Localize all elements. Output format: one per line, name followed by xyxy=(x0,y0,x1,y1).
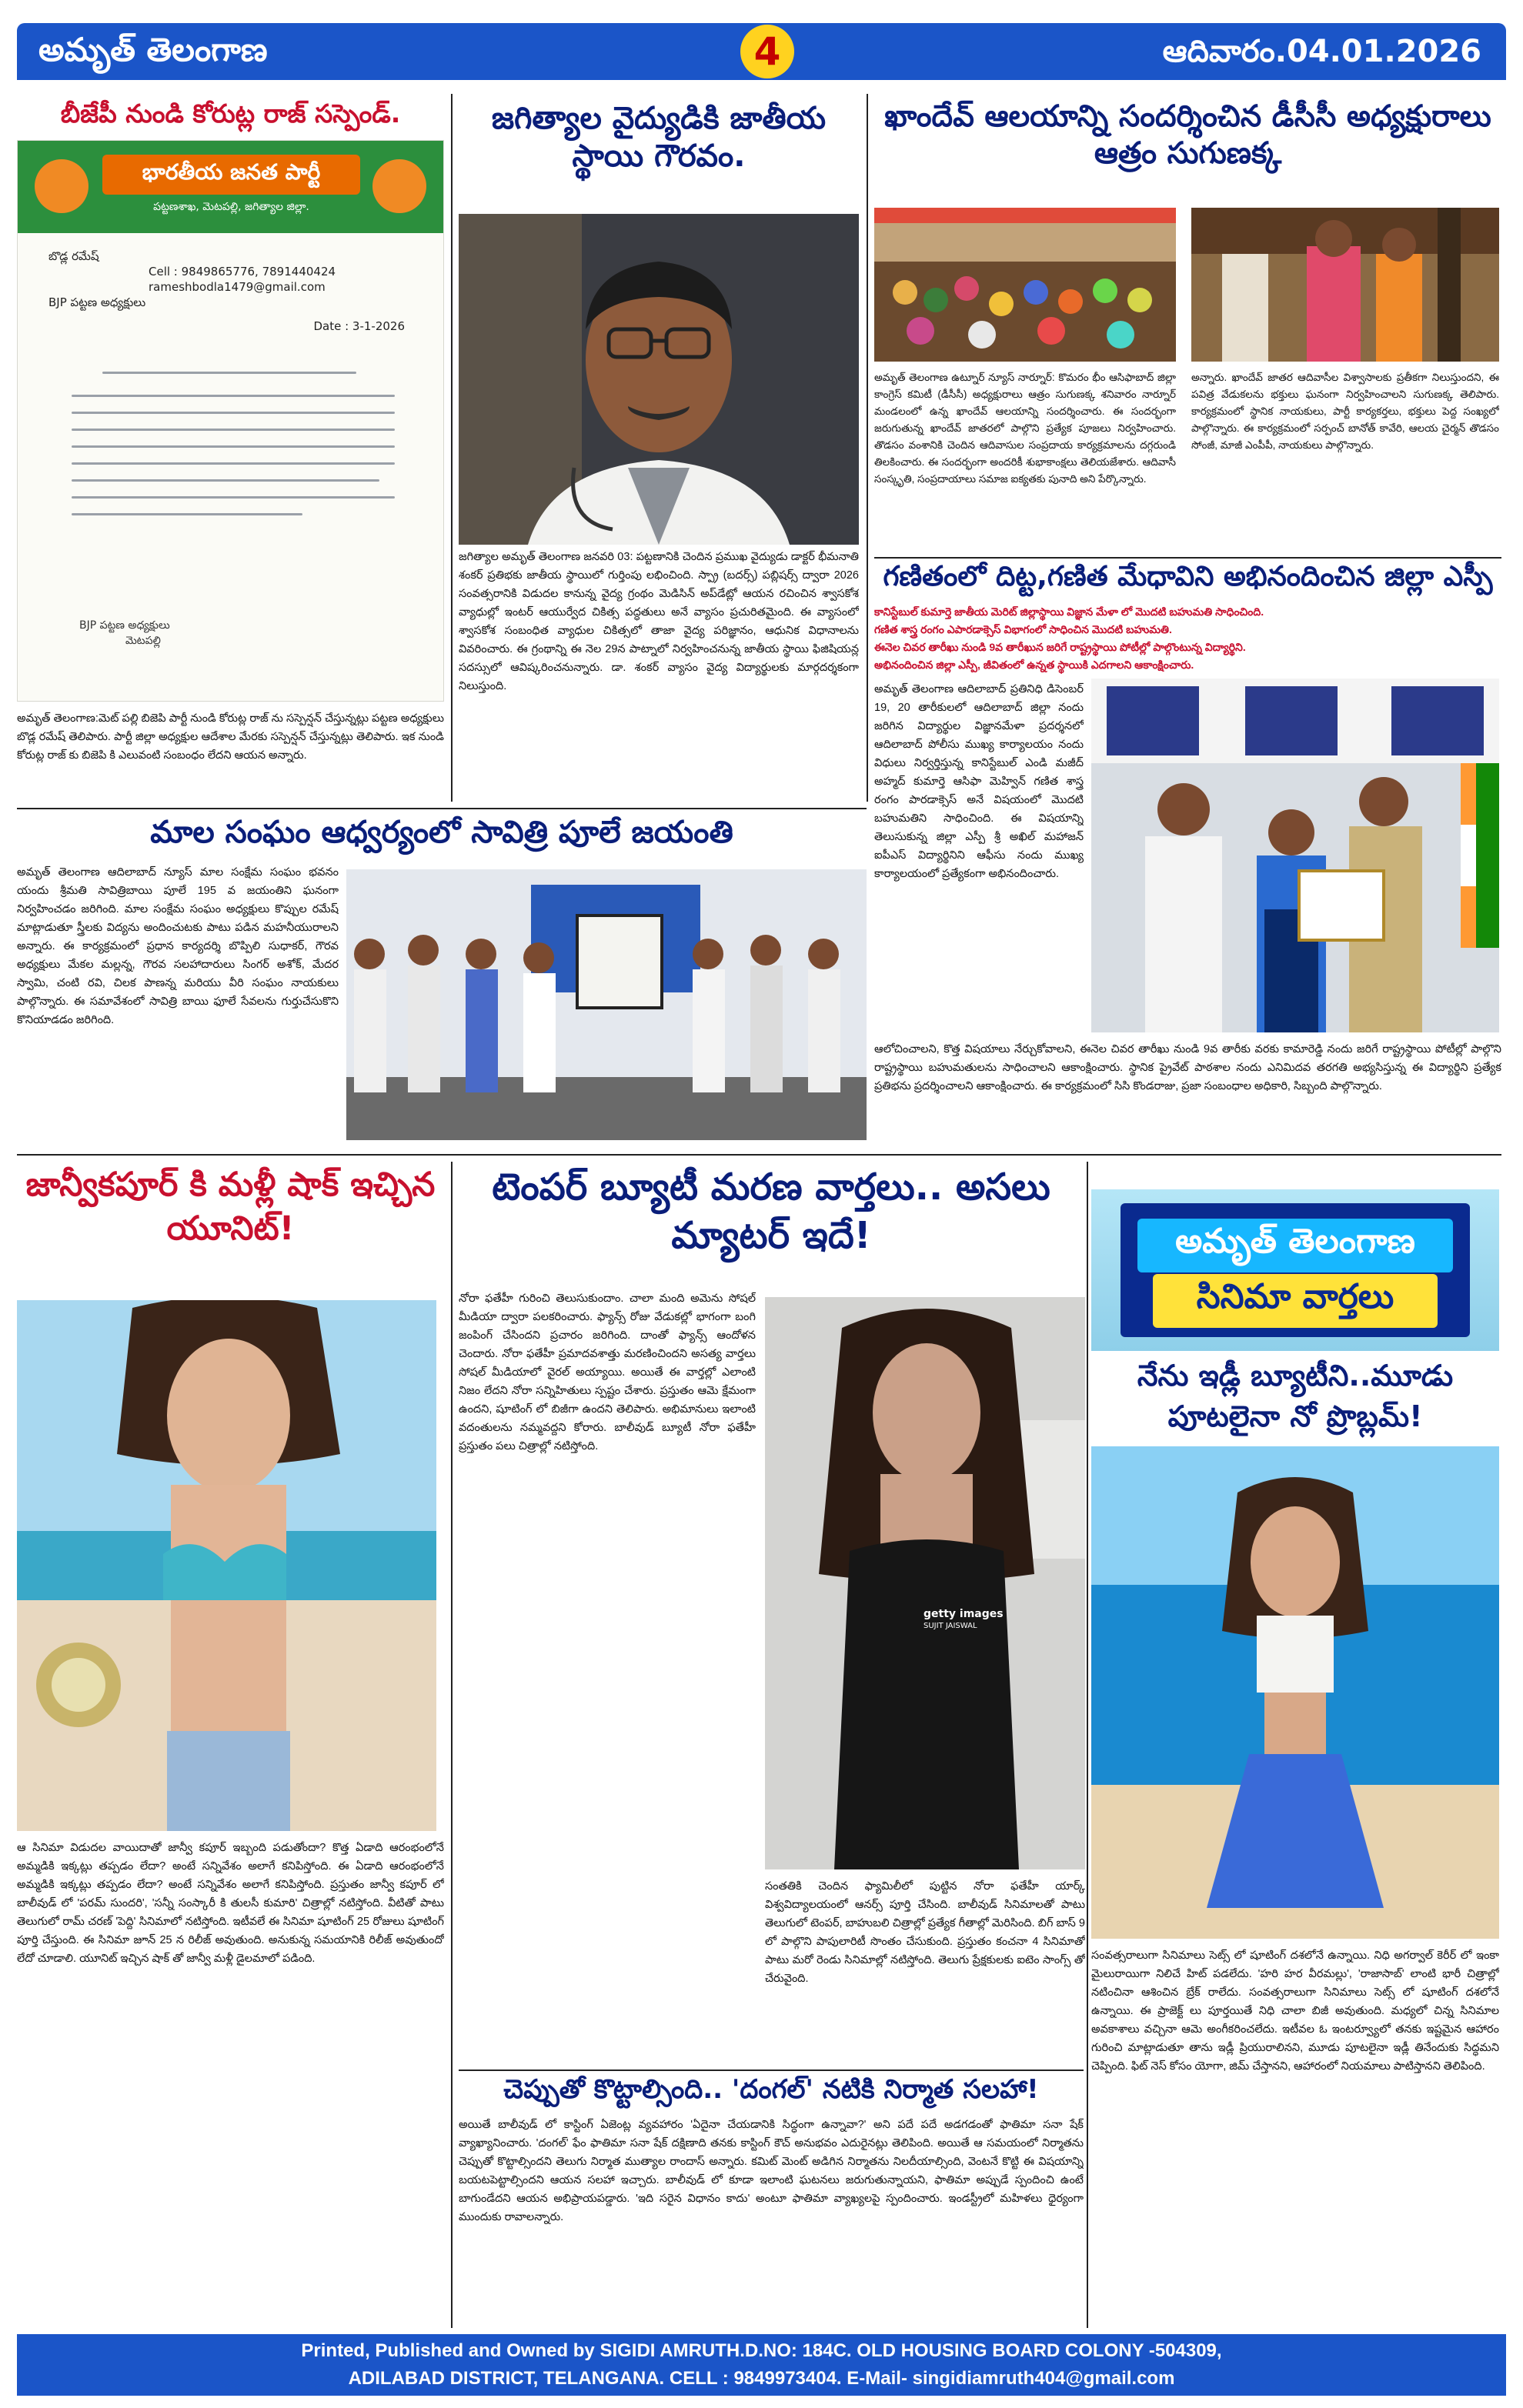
sp-body-left: అమృత్ తెలంగాణ ఆదిలాబాద్ ప్రతినిధి డిసెంబర్ 19, 20 తారీకులలో ఆదిలాబాద్ జిల్లా నందు జరిగిన విద్యార్థుల విజ్ఞానమేళా ప్రదర్శనలో ఆదిలాబాద్ పోలీసు ముఖ్య కార్యాలయం నందు విధులు నిర్వర్తిస్తున్న కానిస్టేబుల్ ఎండి మజీద్ అహ్మద్ కుమార్తె ఆసిఫా మెహ్విన్ గణిత శాస్త్ర రంగం పారడాక్సెస్ అనే విషయంలో మొదటి బహుమతిని సాధించింది. ఈ విషయాన్ని తెలుసుకున్న జిల్లా ఎస్పీ శ్రీ అఖిల్ మహాజన్ ఐపీఎస్ విద్యార్థినిని ఆఫీసు నందు ముఖ్య కార్యాలయంలో ప్రత్యేకంగా అభినందించారు. xyxy=(874,683,1084,880)
lotus-right-icon xyxy=(372,159,426,213)
letter-text-line xyxy=(72,445,395,448)
sp-illustration xyxy=(1091,679,1499,1032)
paper-name: అమృత్ తెలంగాణ xyxy=(38,31,268,68)
bjp-letter-image xyxy=(17,140,444,702)
letter-text-line xyxy=(72,479,379,482)
letter-sender xyxy=(48,248,336,310)
section-divider xyxy=(459,2069,1084,2071)
sp-highlight: కానిస్టేబుల్ కుమార్తె జాతీయ మెరిట్ జిల్లాస్థాయి విజ్ఞాన మేళా లో మొదటి బహుమతి సాధించింది. xyxy=(874,605,1264,618)
nora-illustration xyxy=(765,1297,1085,1869)
nora-headline: టెంపర్ బ్యూటీ మరణ వార్తలు.. అసలు మ్యాటర్ ఇదే! xyxy=(492,1166,1050,1258)
leader-illustration xyxy=(1191,208,1499,362)
imprint-line2: ADILABAD DISTRICT, TELANGANA. CELL : 9849973404. E-Mail- singidiamruth404@gmail.com xyxy=(348,2368,1175,2389)
cinema-body: సంవత్సరాలుగా సినిమాలు సెట్స్ లో షూటింగ్ దశలోనే ఉన్నాయి. నిధి అగర్వాల్ కెరీర్ లో ఇంకా మైలురాయిగా నిలిచే హిట్ పడలేదు. 'హరి హర వీరమల్లు', 'రాజాసాబ్' లాంటి భారీ చిత్రాల్లో నటించినా ఆశించిన బ్రేక్ రాలేదు. సంవత్సరాలుగా సినిమాలు సెట్స్ లో షూటింగ్ దశలోనే ఉన్నాయి. ఈ ప్రాజెక్ట్ లు పూర్తయితే నిధి చాలా బిజీ అవుతుంది. మధ్యలో చిన్న సినిమాల అవకాశాలు వచ్చినా ఆమె అంగీకరించలేదు. ఇటీవల ఓ ఇంటర్వ్యూలో తనకు ఇష్టమైన ఆహారం గురించి మాట్లాడుతూ తాను ఇడ్లీ ప్రియురాలినని, మూడు పూటలైనా ఇడ్లీ తినేందుకు సిద్ధమని చెప్పింది. ఫిట్ నెస్ కోసం యోగా, జిమ్ చేస్తానని, ఆహారంలో నియమాలు పాటిస్తానని తెలిపింది. xyxy=(1091,1949,1499,2073)
column-divider xyxy=(451,94,453,802)
khandev-body-right: అన్నారు. ఖాందేవ్ జాతర ఆదివాసీల విశ్వాసాలకు ప్రతీకగా నిలుస్తుందని, ఈ పవిత్ర వేడుకలను భక్తులు ఘనంగా నిర్వహించాలని సుగుణక్క తెలిపారు. కార్యక్రమంలో స్థానిక నాయకులు, పార్టీ కార్యకర్తలు, భక్తులు పెద్ద సంఖ్యలో పాల్గొన్నారు. ఈ కార్యక్రమంలో సర్పంచ్ బానోత్ కావేరి, ఆలయ చైర్మన్ తొడసం సోంజీ, మాజీ ఎంపీపీ, నాయకులు పాల్గొన్నారు. xyxy=(1191,372,1499,451)
sp-body-bottom: ఆలోచించాలని, కొత్త విషయాలు నేర్చుకోవాలని, ఈనెల చివర తారీఖు నుండి 9వ తారీకు వరకు కామారెడ్డి నందు జరిగే రాష్ట్రస్థాయి పోటీల్లో పాల్గొని రాష్ట్రస్థాయి బహుమతులను సాధించాలని ఆకాంక్షించారు. స్థానిక ప్రైవేట్ పాఠశాల నందు ఎనిమిదవ తరగతి అభ్యసిస్తున్న ఈ విద్యార్థిని ప్రత్యేక ప్రతిభను ప్రదర్శించాలని ఆకాంక్షించారు. ఈ కార్యక్రమంలో సిసి కొండరాజు, ప్రజా సంబంధాల అధికారి, సిబ్బంది పాల్గొన్నారు. xyxy=(874,1043,1501,1092)
letter-email: rameshbodla1479@gmail.com xyxy=(149,280,326,294)
letter-logo: భారతీయ జనత పార్టీ xyxy=(102,155,360,195)
bjp-headline: బీజేపీ నుండి కోరుట్ల రాజ్ సస్పెండ్. xyxy=(60,98,401,128)
khandev-body-left: అమృత్ తెలంగాణ ఉట్నూర్ న్యూస్ నార్నూర్: కొమరం భీం ఆసిఫాబాద్ జిల్లా కాంగ్రెస్ కమిటీ (డీసీసీ) అధ్యక్షురాలు ఆత్రం సుగుణక్క శనివారం నార్నూర్ మండలంలో ఉన్న ఖాందేవ్ ఆలయాన్ని సందర్శించారు. ఈ సందర్భంగా జరుగుతున్న ఖాందేవ్ జాతరలో పాల్గొని ప్రత్యేక పూజలు నిర్వహించారు. తొడసం వంశానికి చెందిన ఆదివాసుల సంప్రదాయ కార్యక్రమాలను దగ్గరుండి తిలకించారు. ఈ సందర్భంగా అందరికీ శుభాకాంక్షలు తెలియజేశారు. ఆదివాసీ సంస్కృతి, సంప్రదాయాలు సమాజ ఐక్యతకు పునాది అని పేర్కొన్నారు. xyxy=(874,372,1176,485)
sp-photo xyxy=(1091,679,1499,1032)
bjp-body: అమృత్ తెలంగాణ:మెట్ పల్లి బిజెపి పార్టీ నుండి కోరుట్ల రాజ్ ను సస్పెన్షన్ చేస్తున్నట్లు పట్టణ అధ్యక్షులు బొడ్ల రమేష్ తెలిపారు. పార్టీ జిల్లా అధ్యక్షుల ఆదేశాల మేరకు సస్పెన్షన్ చేస్తున్నట్లు తెలిపారు. ఇక నుండి కోరుట్ల రాజ్ కు బిజెపి కి ఎలువంటి సంబంధం లేదని ఆయన అన్నారు. xyxy=(17,712,444,762)
dangal-headline: చెప్పుతో కొట్టాల్సింది.. 'దంగల్' నటికి నిర్మాత సలహా! xyxy=(503,2074,1039,2105)
section-divider xyxy=(17,1154,1501,1156)
cinema-badge-line1: అమృత్ తెలంగాణ xyxy=(1137,1219,1453,1272)
photo-credit: SUJIT JAISWAL xyxy=(923,1622,977,1630)
beach-illustration xyxy=(1091,1446,1499,1939)
letter-sign-role: BJP పట్టణ అధ్యక్షులు xyxy=(79,619,170,632)
section-divider xyxy=(874,557,1501,559)
cinema-section-badge xyxy=(1091,1189,1499,1351)
janhvi-illustration xyxy=(17,1300,436,1831)
doctor-body: జగిత్యాల అమృత్ తెలంగాణ జనవరి 03: పట్టణానికి చెందిన ప్రముఖ వైద్యుడు డాక్టర్ భీమనాతి శంకర్ ప్రతిభకు జాతీయ స్థాయిలో గుర్తింపు లభించింది. స్ప్రా (బదర్స్) పబ్లిషర్స్ ద్వారా 2026 సంవత్సరానికి విడుదల కానున్న వైద్య గ్రంథం మెడిసిన్ అప్‌డేట్లో ఆయన రచించిన శ్వాసకోశ వ్యాధుల్లో ఇంటర్ ఆయుర్వేద చికిత్స పద్ధతులు అనే వ్యాసం ప్రచురితమైంది. ఈ వ్యాసంలో శ్వాసకోశ సంబంధిత వ్యాధుల చికిత్సలో తాజా వైద్య పరిజ్ఞానం, ఆధునిక విధానాలను వివరించారు. ఈ గ్రంథాన్ని ఈ నెల 29న పాట్నాలో నిర్వహించనున్న జాతీయ స్థాయి ఫిజిషియన్ల సదస్సులో ఆవిష్కరించనున్నారు. డా. శంకర్ వ్యాసం వైద్య విద్యార్థులకు మార్గదర్శకంగా నిలుస్తుంది. xyxy=(459,551,859,692)
nora-body-bottom: సంతతికి చెందిన ఫ్యామిలీలో పుట్టిన నోరా ఫతేహీ యార్క్ విశ్వవిద్యాలయంలో ఆనర్స్ పూర్తి చేసింది. బాలీవుడ్ సినిమాలతో పాటు తెలుగులో టెంపర్, బాహుబలి చిత్రాల్లో ప్రత్యేక గీతాల్లో మెరిసింది. బిగ్ బాస్ 9 లో పాల్గొని పాపులారిటీ సొంతం చేసుకుంది. ప్రస్తుతం కంచనా 4 సినిమాతో పాటు మరో రెండు సినిమాల్లో నటిస్తోంది. తెలుగు ప్రేక్షకులకు ఐటెం సాంగ్స్ తో చేరువైంది. xyxy=(765,1880,1085,1985)
letter-text-line xyxy=(72,496,395,499)
khandev-crowd-photo xyxy=(874,208,1176,362)
issue-date: ఆదివారం.04.01.2026 xyxy=(1162,34,1481,69)
imprint-line1: Printed, Published and Owned by SIGIDI AMRUTH.D.NO: 184C. OLD HOUSING BOARD COLONY -504309, xyxy=(301,2340,1222,2361)
letter-address: పట్టణశాఖ, మెటపల్లి, జగిత్యాల జిల్లా. xyxy=(153,201,309,213)
column-divider xyxy=(1087,1162,1088,2328)
section-divider xyxy=(17,808,867,809)
doctor-illustration xyxy=(459,214,859,545)
nora-photo xyxy=(765,1297,1085,1869)
page-number: 4 xyxy=(740,25,794,78)
letter-person: బొడ్ల రమేష్ xyxy=(48,249,99,263)
khandev-headline: ఖాందేవ్ ఆలయాన్ని సందర్శించిన డీసీసీ అధ్యక్షురాలు ఆత్రం సుగుణక్క xyxy=(884,99,1491,171)
janhvi-photo xyxy=(17,1300,436,1831)
savitri-body: అమృత్ తెలంగాణ ఆదిలాబాద్ న్యూస్ మాల సంక్షేమ సంఘం భవనం యందు శ్రీమతి సావిత్రిబాయి పూలే 195 వ జయంతిని ఘనంగా నిర్వహించడం జరిగింది. మాల సంక్షేమ సంఘం అధ్యక్షులు కొప్పుల రమేష్ మాట్లాడుతూ స్త్రీలకు విద్యను అందించుటకు పాటు పడిన మహనీయురాలని అన్నారు. ఈ కార్యక్రమంలో ప్రధాన కార్యదర్శి బొప్పిలి సుధాకర్, గౌరవ అధ్యక్షులు మేకల మల్లన్న, గౌరవ సలహాదారులు సింగర్ అశోక్, మేదర స్వామి, చంటి రవి, చిలక పాణన్న మరియు వీరి సంఘం నాయకులు పాల్గొన్నారు. ఈ సమావేశంలో సావిత్రి బాయి ఫూలే సేవలను గుర్తుచేసుకొని కొనియాడడం జరిగింది. xyxy=(17,866,339,1026)
column-divider xyxy=(451,1162,453,2328)
nora-body-top: నోరా ఫతేహీ గురించి తెలుసుకుందాం. చాలా మంది అమెను సోషల్ మీడియా ద్వారా పలకరించారు. ఫ్యాన్స్ రోజు వేడుకల్లో భాగంగా బంగి జంపింగ్ చేసిందని ప్రచారం జరిగింది. దాంతో ఫ్యాన్స్ ఆందోళన చెందారు. నోరా ఫతేహీ ప్రమాదవశాత్తు మరణించిందని అసత్య వార్తలు సోషల్ మీడియాలో వైరల్ అయ్యాయి. అయితే ఈ వార్తల్లో ఎలాంటి నిజం లేదని నోరా సన్నిహితులు స్పష్టం చేశారు. ప్రస్తుతం ఆమె క్షేమంగా ఉందని, షూటింగ్ లో బిజీగా ఉందని తెలిపారు. అభిమానులు ఇలాంటి వదంతులను నమ్మవద్దని కోరారు. బాలీవుడ్ బ్యూటీ నోరా ఫతేహీ ప్రస్తుతం పలు చిత్రాల్లో నటిస్తోంది. xyxy=(459,1292,756,1452)
savitri-photo xyxy=(346,869,867,1140)
letter-signature xyxy=(79,618,170,649)
lotus-left-icon xyxy=(35,159,89,213)
khandev-leader-photo xyxy=(1191,208,1499,362)
imprint-footer xyxy=(17,2334,1506,2396)
letter-sign-place: మెటపల్లి xyxy=(125,635,161,647)
letter-date: Date : 3-1-2026 xyxy=(313,319,405,333)
letter-text-line xyxy=(72,395,395,397)
letter-role: BJP పట్టణ అధ్యక్షులు xyxy=(48,295,146,309)
savitri-illustration xyxy=(346,869,867,1140)
letter-text-line xyxy=(72,429,395,431)
letter-text-line xyxy=(102,372,356,374)
doctor-headline: జగిత్యాల వైద్యుడికి జాతీయ స్థాయి గౌరవం. xyxy=(491,101,827,174)
sp-headline: గణితంలో దిట్ట,గణిత మేధావిని అభినందించిన జిల్లా ఎస్పీ xyxy=(883,561,1493,592)
letter-text-line xyxy=(72,462,395,465)
column-divider xyxy=(867,94,868,802)
nidhi-photo xyxy=(1091,1446,1499,1939)
letter-text-line xyxy=(72,412,395,414)
cinema-badge-line2: సినిమా వార్తలు xyxy=(1153,1274,1438,1328)
savitri-headline: మాల సంఘం ఆధ్వర్యంలో సావిత్రి పూలే జయంతి xyxy=(150,815,733,850)
sp-highlight: ఈనెల చివర తారీఖు నుండి 9వ తారీఖున జరిగే రాష్ట్రస్థాయి పోటీల్లో పాల్గొంటున్న విద్యార్థిని. xyxy=(874,641,1246,653)
masthead xyxy=(17,23,1506,80)
janhvi-headline: జాన్వీకపూర్ కి మళ్లీ షాక్ ఇచ్చిన యూనిట్! xyxy=(25,1166,436,1248)
crowd-illustration xyxy=(874,208,1176,362)
sp-highlight: గణిత శాస్త్ర రంగం ఎపారడాక్సెస్ విభాగంలో సాధించిన మొదటి బహుమతి. xyxy=(874,623,1172,635)
letter-phone: Cell : 9849865776, 7891440424 xyxy=(149,265,336,278)
letter-text-line xyxy=(72,513,302,515)
doctor-photo xyxy=(459,214,859,545)
photo-agency: getty images xyxy=(923,1608,1004,1620)
janhvi-body: ఆ సినిమా విడుదల వాయిదాతో జాన్వీ కపూర్ ఇబ్బంది పడుతోందా? కొత్త ఏడాది ఆరంభంలోనే అమ్మడికి ఇక్కట్లు తప్పడం లేదా? అంటే సన్నివేశం అలాగే కనిపిస్తోంది. ఈ ఏడాది ఆరంభంలోనే అమ్మడికి ఇక్కట్లు తప్పడం లేదా? అంటే సన్నివేశం అలాగే కనిపిస్తోంది. ప్రస్తుతం జాన్వీ కపూర్ లో బాలీవుడ్ లో 'పరమ్ సుందరి', 'సన్నీ సంస్కారీ కి తులసీ కుమారి' చిత్రాల్లో నటిస్తోంది. వీటితో పాటు తెలుగులో రామ్ చరణ్ 'పెద్ది' సినిమాలో నటిస్తోంది. ఇటీవలే ఈ సినిమా షూటింగ్ 25 రోజులు షూటింగ్ పూర్తి చేస్తుంది. ఈ సినిమా జూన్ 25 న రిలీజ్ అవుతుంది. అనుకున్న సమయానికి రిలీజ్ అవుతుందో లేదో చూడాలి. యూనిట్ ఇచ్చిన షాక్ తో జాన్వీ మళ్లీ డైలమాలో పడింది. xyxy=(17,1842,444,1965)
dangal-body: అయితే బాలీవుడ్ లో కాస్టింగ్ ఏజెంట్ల వ్యవహారం 'ఏదైనా చేయడానికి సిద్ధంగా ఉన్నావా?' అని పదే పదే అడగడంతో ఫాతిమా సనా షేక్ వ్యాఖ్యానించారు. 'దంగల్' ఫేం ఫాతిమా సనా షేక్ దక్షిణాది తనకు కాస్టింగ్ కౌచ్ అనుభవం ఎదురైనట్లు తెలిపింది. అయితే ఆ సమయంలో నిర్మాతను చెప్పుతో కొట్టాల్సిందని తెలుగు నిర్మాత ముత్యాల రాందాస్ అన్నారు. కమిట్ మెంట్ అడిగిన నిర్మాతను నిలదీయాల్సింది, వెంటనే కొట్టి ఈ విషయాన్ని బయటపెట్టాల్సిందని ఆయన సలహా ఇచ్చారు. బాలీవుడ్ లో కూడా ఇలాంటి ఘటనలు జరుగుతున్నాయని, ఫాతిమా అప్పుడే స్పందించి ఉంటే బాగుండేదని ఆయన అభిప్రాయపడ్డారు. 'ఇది సరైన విధానం కాదు' అంటూ ఫాతిమా వ్యాఖ్యలపై స్పందించారు. ఇండస్ట్రీలో మహిళలు ధైర్యంగా ముందుకు రావాలన్నారు. xyxy=(459,2119,1084,2223)
cinema-headline: నేను ఇడ్లీ బ్యూటీని..మూడు పూటలైనా నో ప్రొబ్లమ్! xyxy=(1137,1359,1454,1434)
sp-highlight: అభినందించిన జిల్లా ఎస్పీ, జీవితంలో ఉన్నత స్థాయికి ఎదగాలని ఆకాంక్షించారు. xyxy=(874,659,1194,671)
sp-highlights xyxy=(874,603,1501,674)
